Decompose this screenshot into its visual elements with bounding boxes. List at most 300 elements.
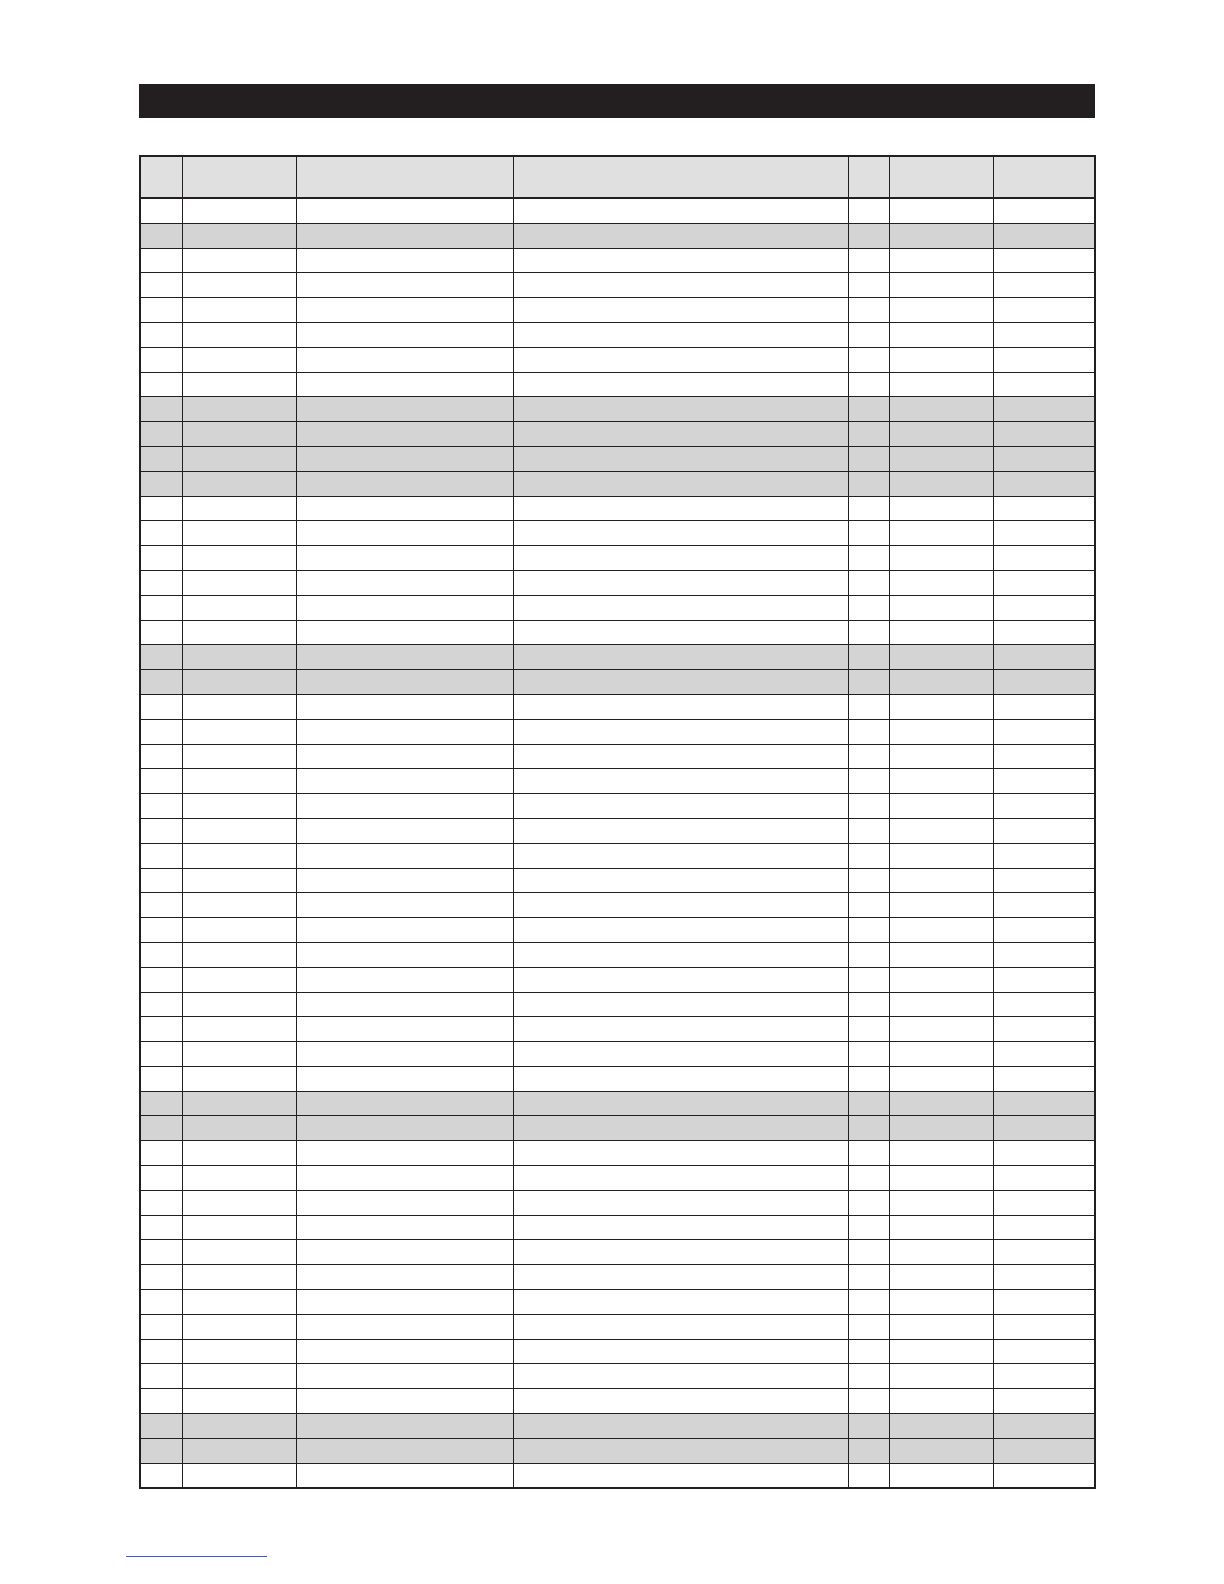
table-cell (296, 298, 513, 323)
table-cell (140, 546, 182, 571)
table-cell (889, 1116, 993, 1141)
table-cell (296, 1463, 513, 1488)
table-cell (182, 1463, 296, 1488)
table-cell (140, 422, 182, 447)
table-cell (848, 595, 889, 620)
table-cell (296, 570, 513, 595)
table-cell (182, 719, 296, 744)
table-cell (140, 595, 182, 620)
table-cell (513, 1141, 848, 1166)
table-cell (848, 1141, 889, 1166)
table-cell (993, 1240, 1095, 1265)
table-cell (296, 595, 513, 620)
header-cell (993, 156, 1095, 198)
table-row (140, 570, 1095, 595)
table-cell (140, 1042, 182, 1067)
table-cell (889, 1314, 993, 1339)
table-cell (296, 1265, 513, 1290)
table-row (140, 992, 1095, 1017)
table-cell (140, 1364, 182, 1389)
table-cell (889, 1290, 993, 1315)
table-cell (848, 1116, 889, 1141)
table-cell (513, 446, 848, 471)
table-cell (993, 1414, 1095, 1439)
table-cell (296, 620, 513, 645)
table-cell (993, 843, 1095, 868)
table-cell (513, 1314, 848, 1339)
table-cell (993, 694, 1095, 719)
table-cell (848, 645, 889, 670)
table-cell (140, 1438, 182, 1463)
table-cell (993, 1190, 1095, 1215)
table-row (140, 744, 1095, 769)
table-cell (182, 422, 296, 447)
table-row (140, 1314, 1095, 1339)
table-cell (182, 347, 296, 372)
table-cell (848, 496, 889, 521)
table-row (140, 595, 1095, 620)
table-cell (296, 1314, 513, 1339)
table-cell (993, 1116, 1095, 1141)
table-cell (513, 1190, 848, 1215)
table-row (140, 372, 1095, 397)
table-cell (513, 744, 848, 769)
table-cell (993, 446, 1095, 471)
table-cell (513, 273, 848, 298)
table-cell (513, 1339, 848, 1364)
table-cell (140, 1215, 182, 1240)
header-cell (848, 156, 889, 198)
table-cell (513, 893, 848, 918)
table-cell (848, 1091, 889, 1116)
table-cell (848, 322, 889, 347)
table-row (140, 1116, 1095, 1141)
table-row (140, 223, 1095, 248)
table-cell (140, 1166, 182, 1191)
table-cell (848, 918, 889, 943)
table-cell (182, 1166, 296, 1191)
table-cell (513, 1017, 848, 1042)
table-cell (513, 1240, 848, 1265)
table-row (140, 471, 1095, 496)
table-cell (848, 1438, 889, 1463)
table-cell (182, 942, 296, 967)
table-cell (848, 1042, 889, 1067)
table-row (140, 1438, 1095, 1463)
table-cell (513, 942, 848, 967)
table-cell (993, 1364, 1095, 1389)
table-cell (513, 1463, 848, 1488)
table-row (140, 1389, 1095, 1414)
table-cell (182, 322, 296, 347)
table-cell (993, 471, 1095, 496)
table-cell (182, 223, 296, 248)
table-cell (993, 595, 1095, 620)
table-cell (513, 843, 848, 868)
table-cell (296, 422, 513, 447)
table-cell (140, 1339, 182, 1364)
table-cell (296, 372, 513, 397)
table-cell (848, 422, 889, 447)
table-cell (140, 1066, 182, 1091)
table-cell (296, 843, 513, 868)
table-cell (182, 1042, 296, 1067)
table-cell (182, 670, 296, 695)
table-row (140, 620, 1095, 645)
table-cell (182, 372, 296, 397)
table-cell (182, 967, 296, 992)
table-cell (993, 1290, 1095, 1315)
table-cell (140, 1414, 182, 1439)
table-cell (889, 322, 993, 347)
table-cell (848, 868, 889, 893)
table-cell (513, 769, 848, 794)
table-cell (889, 645, 993, 670)
table-row (140, 422, 1095, 447)
table-cell (889, 1215, 993, 1240)
table-cell (296, 818, 513, 843)
table-cell (296, 273, 513, 298)
table-cell (182, 496, 296, 521)
table-cell (182, 471, 296, 496)
table-cell (848, 843, 889, 868)
table-cell (993, 298, 1095, 323)
table-cell (513, 298, 848, 323)
table-cell (889, 1414, 993, 1439)
table-cell (182, 620, 296, 645)
table-row (140, 893, 1095, 918)
table-cell (296, 496, 513, 521)
table-row (140, 1265, 1095, 1290)
table-cell (993, 1438, 1095, 1463)
table-cell (513, 918, 848, 943)
table-row (140, 1017, 1095, 1042)
table-cell (889, 794, 993, 819)
footer-link-underline[interactable] (126, 1556, 267, 1557)
table-cell (182, 1091, 296, 1116)
table-row (140, 794, 1095, 819)
table-cell (993, 223, 1095, 248)
table-cell (182, 1141, 296, 1166)
table-cell (889, 198, 993, 223)
table-cell (889, 422, 993, 447)
table-cell (513, 620, 848, 645)
table-cell (513, 1364, 848, 1389)
table-row (140, 868, 1095, 893)
table-cell (182, 769, 296, 794)
table-cell (513, 645, 848, 670)
table-cell (513, 992, 848, 1017)
table-cell (140, 1389, 182, 1414)
table-cell (296, 942, 513, 967)
table-cell (889, 521, 993, 546)
table-cell (993, 521, 1095, 546)
table-cell (889, 248, 993, 273)
table-cell (140, 1290, 182, 1315)
table-cell (513, 595, 848, 620)
table-cell (296, 744, 513, 769)
table-cell (140, 1265, 182, 1290)
table-cell (513, 546, 848, 571)
table-cell (182, 595, 296, 620)
table-cell (889, 967, 993, 992)
table-cell (296, 521, 513, 546)
table-cell (848, 521, 889, 546)
table-cell (513, 1438, 848, 1463)
table-cell (513, 794, 848, 819)
table-cell (182, 918, 296, 943)
table-cell (889, 942, 993, 967)
table-cell (140, 223, 182, 248)
table-row (140, 1190, 1095, 1215)
table-cell (993, 670, 1095, 695)
table-cell (993, 719, 1095, 744)
table-cell (993, 397, 1095, 422)
table-cell (889, 1190, 993, 1215)
table-cell (182, 397, 296, 422)
header-cell (889, 156, 993, 198)
table-cell (889, 273, 993, 298)
table-cell (993, 248, 1095, 273)
table-cell (848, 1066, 889, 1091)
table-cell (993, 942, 1095, 967)
table-cell (296, 967, 513, 992)
table-cell (296, 1414, 513, 1439)
table-row (140, 719, 1095, 744)
table-cell (513, 1116, 848, 1141)
table-row (140, 397, 1095, 422)
table-cell (140, 918, 182, 943)
table-row (140, 546, 1095, 571)
table-cell (296, 198, 513, 223)
table-cell (889, 719, 993, 744)
table-row (140, 1166, 1095, 1191)
table-row (140, 496, 1095, 521)
table-cell (140, 942, 182, 967)
table-cell (140, 794, 182, 819)
table-cell (140, 1314, 182, 1339)
table-cell (182, 198, 296, 223)
table-cell (848, 1240, 889, 1265)
table-cell (889, 918, 993, 943)
table-cell (513, 397, 848, 422)
table-cell (848, 397, 889, 422)
table-cell (140, 298, 182, 323)
table-cell (140, 645, 182, 670)
table-cell (993, 794, 1095, 819)
table-cell (848, 694, 889, 719)
table-cell (182, 1116, 296, 1141)
table-cell (513, 670, 848, 695)
table-cell (993, 744, 1095, 769)
table-cell (889, 446, 993, 471)
table-cell (140, 670, 182, 695)
table-cell (889, 223, 993, 248)
table-cell (513, 694, 848, 719)
table-cell (140, 893, 182, 918)
table-cell (182, 1314, 296, 1339)
table-cell (182, 446, 296, 471)
table-cell (889, 670, 993, 695)
table-cell (993, 1463, 1095, 1488)
table-cell (889, 1438, 993, 1463)
table-cell (889, 1389, 993, 1414)
table-cell (889, 1066, 993, 1091)
table-cell (296, 918, 513, 943)
table-cell (993, 496, 1095, 521)
table-cell (993, 372, 1095, 397)
table-cell (513, 1414, 848, 1439)
table-row (140, 347, 1095, 372)
table-cell (140, 273, 182, 298)
table-cell (993, 1215, 1095, 1240)
table-cell (848, 1265, 889, 1290)
table-cell (848, 1017, 889, 1042)
table-cell (140, 769, 182, 794)
table-cell (889, 992, 993, 1017)
table-cell (296, 1141, 513, 1166)
table-cell (182, 570, 296, 595)
table-cell (182, 744, 296, 769)
table-cell (848, 620, 889, 645)
table-cell (848, 992, 889, 1017)
table-row (140, 694, 1095, 719)
table-row (140, 769, 1095, 794)
table-cell (848, 1364, 889, 1389)
table-cell (513, 1042, 848, 1067)
parts-table (139, 155, 1096, 1489)
table-cell (889, 744, 993, 769)
table-cell (296, 1116, 513, 1141)
table-cell (140, 248, 182, 273)
table-cell (848, 794, 889, 819)
table-cell (993, 769, 1095, 794)
table-cell (296, 1364, 513, 1389)
table-row (140, 1066, 1095, 1091)
table-cell (848, 1414, 889, 1439)
table-cell (296, 1339, 513, 1364)
table-cell (296, 446, 513, 471)
table-cell (140, 372, 182, 397)
table-row (140, 1042, 1095, 1067)
table-cell (296, 1389, 513, 1414)
table-cell (182, 521, 296, 546)
table-row (140, 670, 1095, 695)
table-cell (993, 1339, 1095, 1364)
table-cell (993, 1042, 1095, 1067)
table-cell (993, 1066, 1095, 1091)
table-cell (993, 1166, 1095, 1191)
table-cell (296, 1066, 513, 1091)
table-row (140, 322, 1095, 347)
header-cell (296, 156, 513, 198)
table-cell (140, 818, 182, 843)
table-cell (993, 967, 1095, 992)
table-cell (848, 719, 889, 744)
table-row (140, 521, 1095, 546)
table-cell (296, 868, 513, 893)
table-cell (848, 273, 889, 298)
table-cell (296, 1215, 513, 1240)
table-cell (140, 992, 182, 1017)
table-row (140, 942, 1095, 967)
table-cell (182, 1265, 296, 1290)
table-cell (848, 744, 889, 769)
table-cell (140, 521, 182, 546)
table-cell (848, 1389, 889, 1414)
table-cell (296, 322, 513, 347)
table-cell (889, 1091, 993, 1116)
table-cell (296, 1042, 513, 1067)
table-cell (889, 1364, 993, 1389)
table-cell (889, 570, 993, 595)
table-cell (296, 1438, 513, 1463)
table-cell (513, 1091, 848, 1116)
table-cell (140, 198, 182, 223)
table-cell (182, 546, 296, 571)
table-cell (513, 521, 848, 546)
table-cell (513, 719, 848, 744)
table-cell (182, 794, 296, 819)
table-cell (889, 1017, 993, 1042)
table-row (140, 1364, 1095, 1389)
header-cell (513, 156, 848, 198)
table-cell (889, 1339, 993, 1364)
table-row (140, 843, 1095, 868)
table-cell (182, 1290, 296, 1315)
table-cell (889, 694, 993, 719)
table-cell (182, 1066, 296, 1091)
table-cell (993, 1265, 1095, 1290)
table-cell (848, 248, 889, 273)
table-cell (140, 1116, 182, 1141)
table-cell (513, 1290, 848, 1315)
table-cell (140, 868, 182, 893)
table-body (140, 198, 1095, 1488)
table-cell (848, 942, 889, 967)
table-cell (848, 298, 889, 323)
table-cell (182, 1438, 296, 1463)
table-row (140, 967, 1095, 992)
table-row (140, 1240, 1095, 1265)
table-cell (889, 620, 993, 645)
table-cell (182, 298, 296, 323)
table-row (140, 1141, 1095, 1166)
table-cell (182, 818, 296, 843)
table-row (140, 248, 1095, 273)
table-cell (296, 397, 513, 422)
table-row (140, 645, 1095, 670)
table-cell (296, 645, 513, 670)
table-cell (889, 843, 993, 868)
table-cell (296, 471, 513, 496)
table-cell (513, 223, 848, 248)
table-cell (296, 769, 513, 794)
table-cell (140, 1190, 182, 1215)
table-cell (296, 670, 513, 695)
table-cell (182, 843, 296, 868)
table-cell (182, 694, 296, 719)
table-cell (993, 198, 1095, 223)
table-cell (296, 546, 513, 571)
table-cell (182, 1339, 296, 1364)
table-cell (296, 1017, 513, 1042)
table-cell (993, 1314, 1095, 1339)
table-cell (889, 397, 993, 422)
table-row (140, 918, 1095, 943)
table-cell (993, 868, 1095, 893)
table-cell (889, 1166, 993, 1191)
